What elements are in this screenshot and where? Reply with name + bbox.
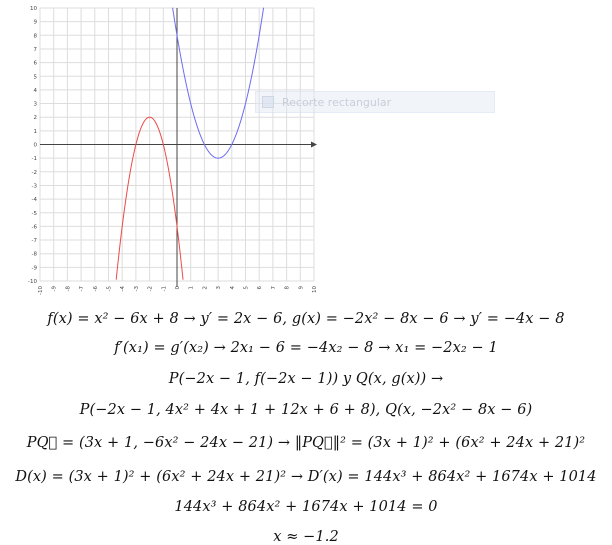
equation-points-pq: P(−2x − 1, f(−2x − 1)) y Q(x, g(x)) → bbox=[168, 371, 444, 387]
y-tick-label: -5 bbox=[31, 210, 37, 217]
snip-icon bbox=[262, 96, 274, 108]
tooltip-label: Recorte rectangular bbox=[282, 95, 392, 109]
y-tick-label: 8 bbox=[33, 33, 37, 40]
function-graph bbox=[0, 0, 330, 300]
x-tick-label: 3 bbox=[216, 286, 223, 290]
y-tick-label: 4 bbox=[33, 87, 37, 94]
y-tick-label: 10 bbox=[30, 6, 37, 12]
x-tick-label: 8 bbox=[284, 286, 291, 290]
y-tick-labels bbox=[28, 6, 37, 285]
y-tick-label: 5 bbox=[33, 74, 37, 81]
rectangular-snip-tooltip bbox=[255, 91, 495, 113]
y-tick-label: 9 bbox=[33, 19, 37, 26]
x-tick-label: -3 bbox=[133, 286, 140, 292]
equation-equal-slopes: f′(x₁) = g′(x₂) → 2x₁ − 6 = −4x₂ − 8 → x₁ = −2x₂ − 1 bbox=[114, 340, 498, 356]
x-tick-label: 9 bbox=[298, 286, 305, 290]
x-tick-label: 6 bbox=[257, 286, 264, 290]
equation-cubic: 144x³ + 864x² + 1674x + 1014 = 0 bbox=[174, 499, 438, 515]
y-tick-label: -6 bbox=[31, 224, 37, 231]
y-tick-label: 3 bbox=[33, 101, 37, 108]
x-tick-label: 10 bbox=[312, 286, 318, 293]
equation-distance-derivative: D(x) = (3x + 1)² + (6x² + 24x + 21)² → D′(x) = 144x³ + 864x² + 1674x + 1014 bbox=[15, 469, 597, 485]
y-tick-label: 6 bbox=[33, 60, 37, 67]
x-tick-label: 4 bbox=[229, 286, 236, 290]
y-tick-label: -8 bbox=[31, 251, 37, 258]
equation-solution: x ≈ −1.2 bbox=[273, 529, 339, 545]
y-tick-label: -3 bbox=[31, 183, 37, 190]
x-tick-label: -5 bbox=[106, 286, 113, 292]
x-tick-label: -10 bbox=[38, 286, 44, 295]
y-tick-label: -10 bbox=[28, 279, 37, 285]
x-tick-labels bbox=[38, 285, 318, 294]
y-tick-label: 2 bbox=[33, 115, 37, 122]
x-tick-label: 1 bbox=[188, 286, 195, 290]
x-tick-label: 0 bbox=[175, 286, 181, 290]
y-tick-label: -4 bbox=[31, 197, 37, 204]
y-tick-label: 1 bbox=[33, 128, 37, 135]
x-tick-label: -9 bbox=[51, 286, 58, 292]
x-tick-label: -2 bbox=[147, 286, 154, 292]
x-tick-label: -7 bbox=[79, 286, 86, 292]
x-tick-label: -1 bbox=[161, 286, 168, 292]
y-tick-label: 7 bbox=[33, 46, 37, 53]
x-tick-label: 5 bbox=[243, 286, 250, 290]
equation-vector-pq: PQ⃗ = (3x + 1, −6x² − 24x − 21) → ‖PQ⃗‖² = (3x + 1)² + (6x² + 24x + 21)² bbox=[26, 435, 586, 451]
y-tick-label: -7 bbox=[31, 238, 37, 245]
y-tick-label: -9 bbox=[31, 265, 37, 272]
equation-derivatives: f(x) = x² − 6x + 8 → y′ = 2x − 6, g(x) = −2x² − 8x − 6 → y′ = −4x − 8 bbox=[47, 311, 565, 327]
equation-points-expanded: P(−2x − 1, 4x² + 4x + 1 + 12x + 6 + 8), Q(x, −2x² − 8x − 6) bbox=[79, 402, 533, 418]
x-tick-label: 2 bbox=[202, 286, 209, 290]
x-tick-label: 7 bbox=[270, 286, 277, 290]
x-tick-label: -8 bbox=[65, 286, 72, 292]
y-tick-label: -2 bbox=[31, 169, 37, 176]
x-tick-label: -6 bbox=[92, 286, 99, 292]
y-tick-label: -1 bbox=[31, 156, 37, 163]
y-tick-label: 0 bbox=[33, 142, 37, 149]
x-tick-label: -4 bbox=[120, 286, 127, 292]
